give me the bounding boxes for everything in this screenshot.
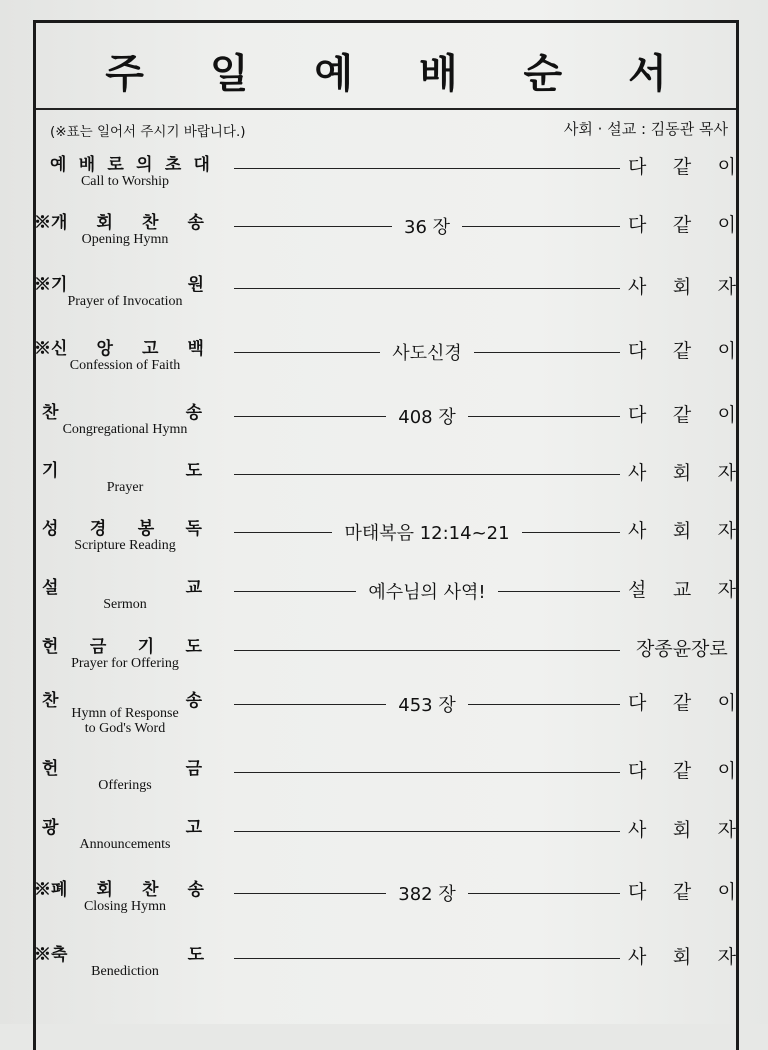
item-korean-label <box>42 813 202 838</box>
item-english-line: Offerings <box>98 778 152 793</box>
item-leader-char: 교 <box>672 579 692 601</box>
item-korean-char: 예 <box>50 155 67 175</box>
item-leader-char: 같 <box>672 214 692 236</box>
item-korean-char: 도 <box>185 461 202 481</box>
item-leader-char: 회 <box>672 462 692 484</box>
item-leader <box>628 942 736 969</box>
leader-line <box>234 274 620 302</box>
leader-line-segment <box>234 226 392 227</box>
item-leader <box>636 634 746 661</box>
item-english-line: Congregational Hymn <box>62 422 188 437</box>
leader-line-segment <box>234 474 620 475</box>
leader-line <box>234 460 620 488</box>
leader-line <box>234 636 620 664</box>
title-divider <box>36 108 736 110</box>
item-korean-char: 송 <box>187 213 204 233</box>
item-leader-char: 회 <box>672 520 692 542</box>
item-korean-char: 송 <box>185 403 202 423</box>
item-leader-char: 이 <box>717 692 736 714</box>
item-korean-label <box>42 754 202 779</box>
item-english-label <box>40 837 210 852</box>
item-detail: 예수님의 사역! <box>368 582 486 603</box>
leader-line-segment <box>234 893 386 894</box>
item-leader-char: 이 <box>717 214 736 236</box>
leader-line <box>234 212 620 240</box>
leader-line <box>234 518 620 546</box>
leader-line <box>234 758 620 786</box>
item-detail: 마태복음 12:14~21 <box>344 523 510 544</box>
item-leader <box>628 815 736 842</box>
leader-line-segment <box>498 591 620 592</box>
page-title: 주 일 예 배 순 서 <box>105 51 693 97</box>
item-korean-label <box>42 514 202 539</box>
item-korean-label <box>42 632 202 657</box>
leader-line <box>234 402 620 430</box>
item-korean-char: 송 <box>185 691 202 711</box>
item-korean-char: ※신 <box>34 339 68 359</box>
item-korean-char: ※축 <box>34 945 68 965</box>
item-leader <box>628 400 736 427</box>
item-korean-char: 교 <box>185 578 202 598</box>
order-row <box>0 334 768 384</box>
item-korean-char: 찬 <box>142 213 159 233</box>
item-korean-char: 초 <box>164 155 182 175</box>
item-leader-char: 다 <box>628 881 647 903</box>
item-leader-char: 이 <box>717 881 736 903</box>
item-korean-char: 광 <box>42 818 59 838</box>
order-row <box>0 208 768 258</box>
order-row <box>0 398 768 448</box>
officiant-label: 사회 · 설교 : 김동관 목사 <box>563 120 728 138</box>
item-korean-char: 봉 <box>137 519 155 539</box>
item-korean-char: ※개 <box>34 213 68 233</box>
item-leader-char: 장종윤장로 <box>636 638 728 660</box>
item-english-label <box>40 480 210 495</box>
item-korean-label <box>42 398 202 423</box>
leader-line <box>234 338 620 366</box>
item-detail: 36 장 <box>404 217 451 238</box>
item-leader-char: 같 <box>672 760 692 782</box>
item-korean-char: 백 <box>187 339 204 359</box>
item-english-label <box>40 294 210 309</box>
item-korean-label <box>50 150 210 175</box>
item-korean-label <box>34 940 204 965</box>
item-leader <box>628 336 736 363</box>
item-english-line: Confession of Faith <box>69 358 181 373</box>
item-english-line: Scripture Reading <box>74 538 176 553</box>
leader-line-segment <box>234 288 620 289</box>
item-leader-char: 이 <box>717 760 736 782</box>
item-leader-char: 다 <box>628 340 647 362</box>
item-korean-char: 찬 <box>42 691 59 711</box>
leader-line-segment <box>468 416 620 417</box>
item-korean-label <box>34 208 204 233</box>
item-leader-char: 다 <box>628 692 647 714</box>
item-leader <box>628 210 736 237</box>
order-row <box>0 940 768 990</box>
leader-line-segment <box>522 532 620 533</box>
item-korean-char: 도 <box>187 945 204 965</box>
item-leader <box>628 688 736 715</box>
item-korean-char: 회 <box>96 213 113 233</box>
item-english-line: Benediction <box>91 964 159 979</box>
order-row <box>0 270 768 320</box>
order-row <box>0 875 768 925</box>
item-leader-char: 자 <box>717 520 736 542</box>
leader-line-segment <box>234 591 356 592</box>
item-detail: 453 장 <box>398 695 456 716</box>
order-row <box>0 456 768 506</box>
item-leader <box>628 152 736 179</box>
leader-line <box>234 817 620 845</box>
leader-line <box>234 879 620 907</box>
item-leader-char: 같 <box>672 340 692 362</box>
item-leader <box>628 575 736 602</box>
leader-line-segment <box>462 226 620 227</box>
item-leader <box>628 458 736 485</box>
item-english-line: Opening Hymn <box>81 232 169 247</box>
item-leader <box>628 272 736 299</box>
order-row <box>0 686 768 736</box>
item-korean-char: 찬 <box>42 403 59 423</box>
item-korean-char: 앙 <box>96 339 113 359</box>
order-row <box>0 632 768 682</box>
item-leader-char: 회 <box>672 946 692 968</box>
order-row <box>0 813 768 863</box>
leader-line <box>234 690 620 718</box>
leader-line <box>234 154 620 182</box>
item-korean-char: 의 <box>136 155 153 175</box>
item-english-line: Prayer of Invocation <box>67 294 183 309</box>
standing-note: (※표는 일어서 주시기 바랍니다.) <box>50 124 246 140</box>
order-row <box>0 150 768 200</box>
leader-line-segment <box>468 893 620 894</box>
item-korean-char: 독 <box>185 519 202 539</box>
item-english-label <box>40 899 210 914</box>
item-leader-char: 같 <box>672 404 692 426</box>
item-korean-char: ※기 <box>34 275 68 295</box>
item-detail: 사도신경 <box>392 343 462 364</box>
leader-line-segment <box>234 772 620 773</box>
item-leader-char: 자 <box>717 579 736 601</box>
leader-line-segment <box>234 416 386 417</box>
item-leader <box>628 756 736 783</box>
order-row <box>0 514 768 564</box>
item-leader-char: 같 <box>672 692 692 714</box>
leader-line <box>234 577 620 605</box>
item-english-label <box>40 358 210 373</box>
item-detail: 382 장 <box>398 884 456 905</box>
item-detail: 408 장 <box>398 407 456 428</box>
item-korean-char: 기 <box>42 461 59 481</box>
item-korean-char: 고 <box>185 818 202 838</box>
leader-line-segment <box>468 704 620 705</box>
item-leader-char: 다 <box>628 404 647 426</box>
item-korean-char: 기 <box>137 637 155 657</box>
item-korean-label <box>34 875 204 900</box>
order-row <box>0 754 768 804</box>
item-english-line: Closing Hymn <box>83 899 167 914</box>
item-korean-label <box>42 573 202 598</box>
item-korean-char: ※폐 <box>34 880 68 900</box>
item-english-label <box>40 597 210 612</box>
item-leader-char: 사 <box>628 276 647 298</box>
item-korean-char: 회 <box>96 880 113 900</box>
item-korean-char: 배 <box>78 155 96 175</box>
leader-line-segment <box>234 650 620 651</box>
leader-line-segment <box>234 704 386 705</box>
item-korean-char: 헌 <box>42 637 59 657</box>
item-korean-char: 원 <box>187 275 204 295</box>
item-leader-char: 이 <box>717 340 736 362</box>
leader-line <box>234 944 620 972</box>
item-leader-char: 사 <box>628 819 647 841</box>
item-leader-char: 사 <box>628 520 647 542</box>
item-korean-char: 로 <box>107 155 124 175</box>
item-leader-char: 자 <box>717 462 736 484</box>
item-english-label <box>40 174 210 189</box>
item-leader-char: 회 <box>672 276 692 298</box>
order-row <box>0 573 768 623</box>
item-leader <box>628 877 736 904</box>
leader-line-segment <box>234 532 332 533</box>
item-english-line: to God's Word <box>84 721 166 736</box>
item-leader-char: 같 <box>672 881 692 903</box>
item-korean-char: 고 <box>142 339 159 359</box>
item-leader-char: 자 <box>717 946 736 968</box>
item-leader-char: 다 <box>628 214 647 236</box>
item-leader-char: 다 <box>628 760 647 782</box>
item-english-line: Prayer <box>106 480 144 495</box>
item-leader-char: 사 <box>628 462 647 484</box>
item-leader-char: 다 <box>628 156 647 178</box>
item-korean-char: 도 <box>185 637 202 657</box>
item-leader-char: 자 <box>717 276 736 298</box>
item-leader <box>628 516 736 543</box>
item-korean-char: 설 <box>42 578 59 598</box>
leader-line-segment <box>234 958 620 959</box>
item-leader-char: 이 <box>717 156 736 178</box>
item-leader-char: 자 <box>717 819 736 841</box>
leader-line-segment <box>234 352 380 353</box>
item-english-label <box>40 706 210 736</box>
item-leader-char: 같 <box>672 156 692 178</box>
item-english-line: Hymn of Response <box>71 706 179 721</box>
item-english-label <box>40 656 210 671</box>
item-leader-char: 사 <box>628 946 647 968</box>
item-leader-char: 이 <box>717 404 736 426</box>
item-korean-char: 금 <box>89 637 107 657</box>
item-korean-char: 경 <box>89 519 107 539</box>
item-korean-label <box>34 270 204 295</box>
item-korean-char: 헌 <box>42 759 59 779</box>
item-english-line: Call to Worship <box>80 174 170 189</box>
item-korean-char: 대 <box>193 155 210 175</box>
item-korean-char: 찬 <box>142 880 159 900</box>
item-english-label <box>40 232 210 247</box>
item-korean-label <box>42 456 202 481</box>
item-english-line: Announcements <box>79 837 171 852</box>
item-korean-label <box>34 334 204 359</box>
item-english-line: Prayer for Offering <box>71 656 179 671</box>
item-english-label <box>40 538 210 553</box>
item-leader-char: 회 <box>672 819 692 841</box>
item-english-line: Sermon <box>103 597 147 612</box>
item-english-label <box>40 778 210 793</box>
leader-line-segment <box>234 168 620 169</box>
leader-line-segment <box>474 352 620 353</box>
leader-line-segment <box>234 831 620 832</box>
item-leader-char: 설 <box>628 579 647 601</box>
item-english-label <box>40 964 210 979</box>
item-english-label <box>40 422 210 437</box>
item-korean-char: 금 <box>185 759 202 779</box>
item-korean-char: 성 <box>42 519 59 539</box>
item-korean-char: 송 <box>187 880 204 900</box>
